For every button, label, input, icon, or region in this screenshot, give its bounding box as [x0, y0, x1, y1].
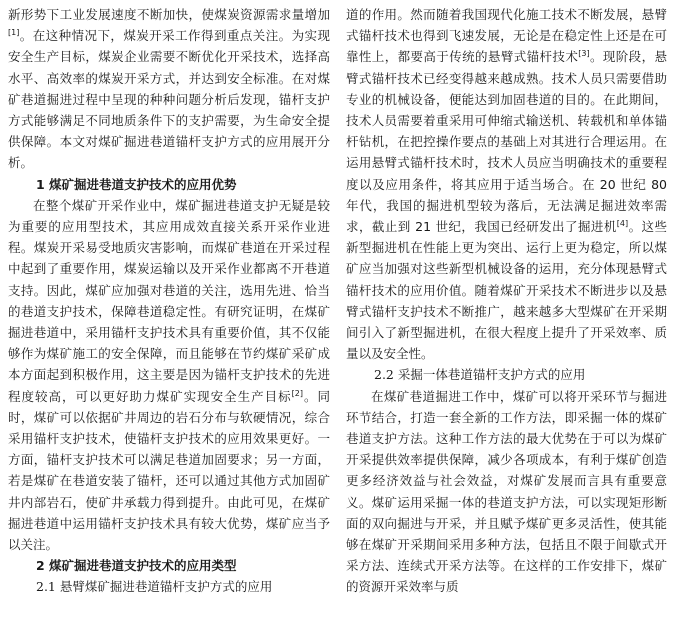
section-heading-2: 2 煤矿掘进巷道支护技术的应用类型 [36, 558, 237, 574]
section-heading-1: 1 煤矿掘进巷道支护技术的应用优势 [36, 176, 237, 192]
subsection21-text: 道的作用。然而随着我国现代化施工技术不断发展，悬臂式锚杆技术也得到飞速发展，无论是在稳定性上还是在可靠性上，都要高于传统的悬臂式锚杆技术 [346, 7, 667, 65]
subsection22-text: 在煤矿巷道掘进工作中，煤矿可以将开采环节与掘进环节结合，打造一套全新的工作方法，即采掘一体的煤矿巷道支护方法。这种工作方法的最大优势在于可以为煤矿开采提供效率提供保障，减少各项成本，有利于煤矿创造更多经济效益与社会效益，对煤矿发展而言具有重要意义。煤矿运用采掘一体的巷道支护方法，可以实现矩形断面的双向掘进与开采，并且赋予煤矿更多灵活性，使其能够在煤矿开采期间采用多种方法，包括且不限于间歇式开采方法、连续式开采方法等。在这样的工作安排下，煤矿的资源开采效率与质 [346, 388, 667, 595]
subsection22-paragraph [346, 386, 667, 598]
section1-text-rest: 。同时，煤矿可以依据矿井周边的岩石分布与软硬情况，综合采用锚杆支护技术，使锚杆支护技术的应用效果更好。一方面，锚杆支护技术可以满足巷道加固要求；另一方面，若是煤矿在巷道安装了锚杆，还可以通过其他方式加固矿井内部岩石，使矿井承载力得到提升。由此可见，在煤矿掘进巷道中运用锚杆支护技术具有较大优势，煤矿应当予以关注。 [8, 388, 330, 553]
section1-paragraph [8, 195, 330, 555]
intro-text: 新形势下工业发展速度不断加快，使煤炭资源需求量增加 [8, 7, 330, 22]
citation-ref: [1] [8, 28, 20, 38]
subsection21-paragraph [346, 4, 667, 364]
citation-ref: [4] [616, 219, 629, 229]
subsection-heading-2-2: 2.2 采掘一体巷道锚杆支护方式的应用 [374, 367, 586, 383]
citation-ref: [3] [578, 49, 590, 59]
intro-paragraph [8, 4, 330, 174]
right-column [346, 4, 667, 598]
left-column [8, 4, 330, 594]
subsection21-text-rest: 。这些新型掘进机在性能上更为突出、运行上更为稳定，所以煤矿应当加强对这些新型机械设备的运用，充分体现悬臂式锚杆技术的应用价值。随着煤矿开采技术不断进步以及悬臂式锚杆支护技术不断推广，越来越多大型煤矿在开采期间引入了新型掘进机，在很大程度上提升了开采效率、质量以及安全性。 [346, 219, 667, 362]
intro-text-rest: 。在这种情况下，煤炭开采工作得到重点关注。为实现安全生产目标，煤炭企业需要不断优化开采技术，选择高水平、高效率的煤炭开采方式，并达到安全标准。在对煤矿巷道掘进过程中呈现的种种问题分析后发现，锚杆支护方式能够满足不同地质条件下的支护需要，为生命安全提供保障。本文对煤矿掘进巷道锚杆支护方式的应用展开分析。 [8, 28, 330, 171]
subsection-heading-2-1: 2.1 悬臂煤矿掘进巷道锚杆支护方式的应用 [36, 579, 273, 595]
subsection21-text-mid: 。现阶段，悬臂式锚杆技术已经变得越来越成熟。技术人员只需要借助专业的机械设备，便能达到加固巷道的目的。在此期间，技术人员需要着重采用可伸缩式输送机、转载机和单体锚杆钻机，在把控操作要点的基础上对其进行合理运用。在运用悬臂式锚杆技术时，技术人员应当明确技术的重要程度以及应用条件，将其应用于适当场合。在 20 世纪 80 年代，我国的掘进机型较为落后，无法满足掘进效率需求，截止到 21 世纪，我国已经研发出了掘进机 [346, 49, 667, 235]
citation-ref: [2] [291, 388, 303, 398]
section1-text: 在整个煤矿开采作业中，煤矿掘进巷道支护无疑是较为重要的应用型技术，其应用成效直接关系开采作业进程。煤炭开采易受地质灾害影响，而煤矿巷道在开采过程中起到了重要作用，煤炭运输以及开采作业都离不开巷道支持。因此，煤矿应加强对巷道的关注，选用先进、恰当的巷道支护技术，保障巷道稳定性。有研究证明，在煤矿掘进巷道中，采用锚杆支护技术具有重要价值，其不仅能够作为煤矿施工的安全保障，而且能够在节约煤矿采矿成本方面起到积极作用，这主要是因为锚杆支护技术的先进程度较高，可以更好助力煤矿实现安全生产目标 [8, 197, 330, 404]
